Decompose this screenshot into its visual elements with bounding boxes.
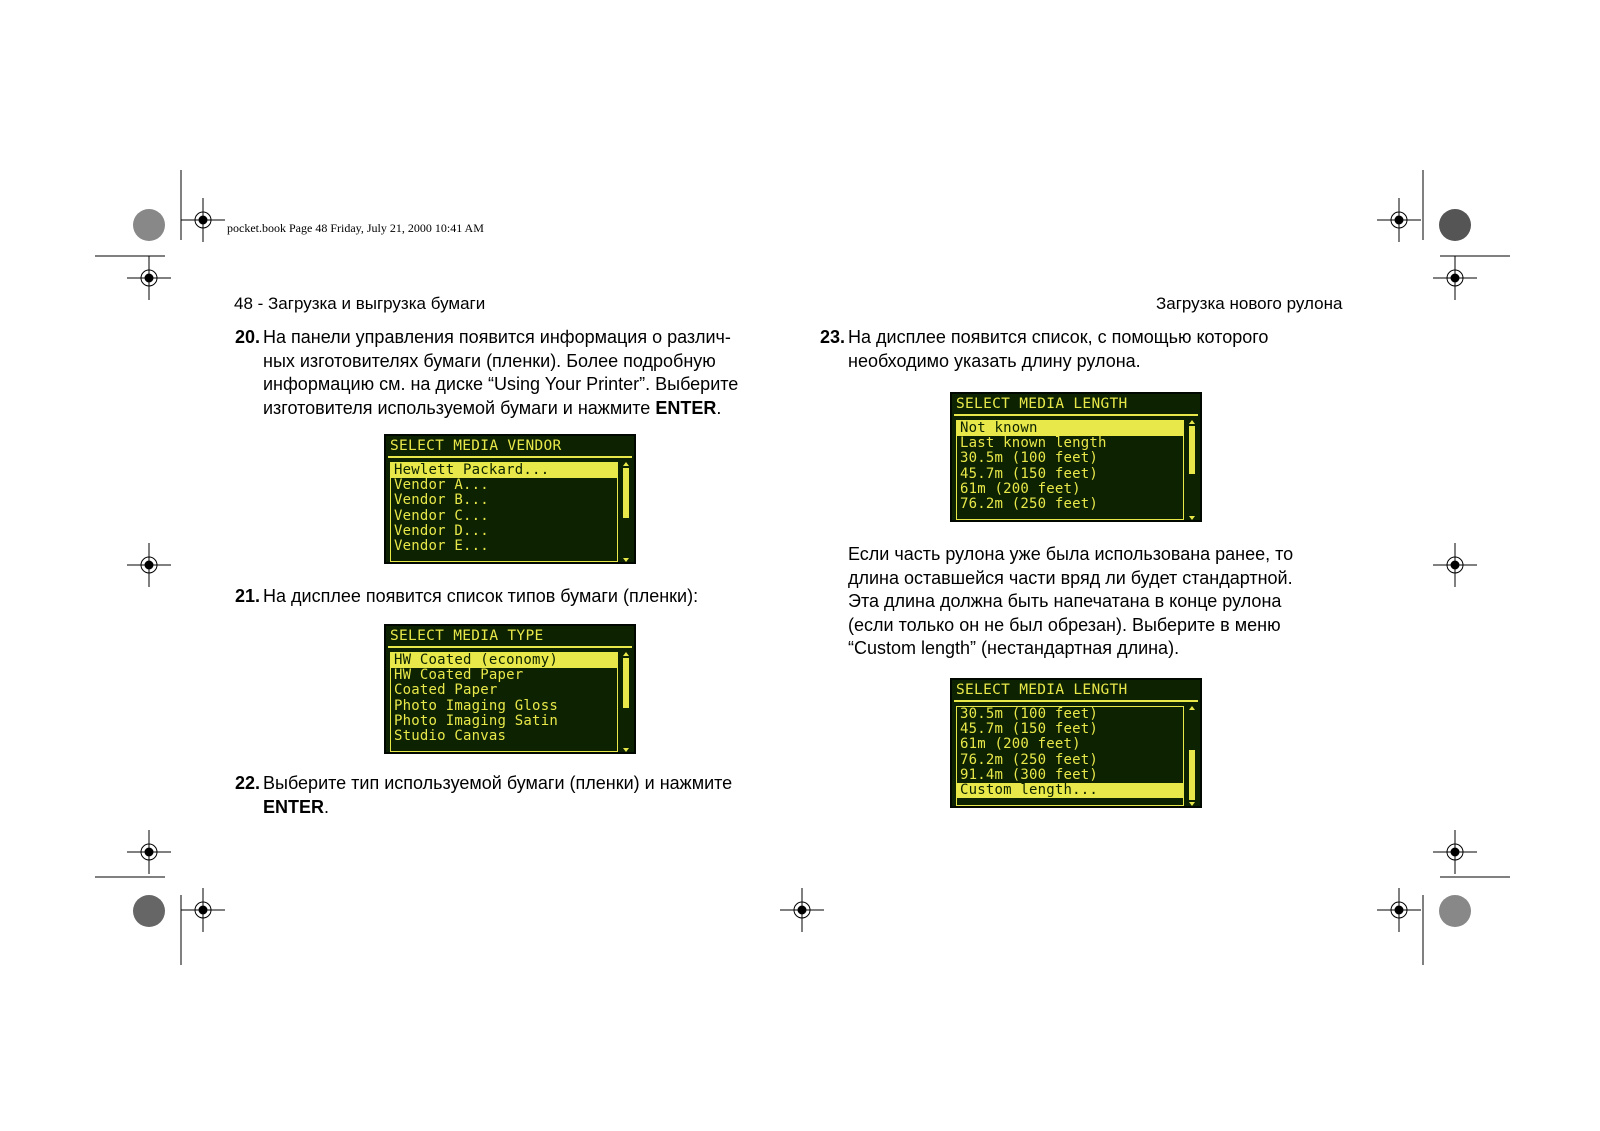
note-line: (если только он не был обрезан). Выберите в меню [848, 614, 1281, 635]
lcd-title: SELECT MEDIA VENDOR [390, 438, 562, 454]
enter-key-label: ENTER [655, 397, 717, 418]
lcd-menu-item-selected[interactable]: Custom length... [957, 783, 1183, 798]
scroll-thumb[interactable] [1189, 750, 1195, 800]
lcd-menu-item[interactable]: 76.2m (250 feet) [960, 496, 1099, 512]
step-line: ных изготовителях бумаги (пленки). Более подробную [263, 350, 716, 371]
lcd-menu-item[interactable]: 30.5m (100 feet) [960, 451, 1099, 467]
lcd-select-media-type [384, 624, 636, 754]
lcd-menu-item-selected[interactable]: Hewlett Packard... [391, 463, 617, 478]
lcd-title: SELECT MEDIA LENGTH [956, 682, 1128, 698]
scroll-down-icon [1189, 516, 1195, 520]
note-paragraph [848, 543, 1368, 661]
lcd-menu-item[interactable]: 61m (200 feet) [960, 481, 1081, 497]
note-line: “Custom length” (нестандартная длина). [848, 638, 1180, 658]
lcd-scrollbar[interactable] [1188, 420, 1196, 520]
scroll-down-icon [623, 748, 629, 752]
running-header-right: Загрузка нового рулона [1156, 294, 1343, 313]
lcd-title: SELECT MEDIA LENGTH [956, 396, 1128, 412]
step-number: 22. [235, 773, 261, 793]
scroll-up-icon [623, 652, 629, 656]
step-20 [235, 326, 795, 420]
lcd-title: SELECT MEDIA TYPE [390, 628, 544, 644]
step-line: необходимо указать длину рулона. [848, 350, 1141, 371]
lcd-scrollbar[interactable] [622, 462, 630, 562]
note-line: Если часть рулона уже была использована ранее, то [848, 544, 1294, 564]
step-22 [235, 772, 795, 819]
step-line: На панели управления появится информация о различ- [263, 327, 731, 347]
punctuation: . [716, 397, 722, 418]
lcd-divider [954, 414, 1198, 416]
lcd-menu-list [956, 420, 1184, 520]
lcd-menu-item[interactable]: 30.5m (100 feet) [960, 707, 1099, 722]
lcd-menu-item-selected[interactable]: HW Coated (economy) [391, 653, 617, 668]
lcd-scrollbar[interactable] [1188, 706, 1196, 806]
lcd-menu-item[interactable]: 45.7m (150 feet) [960, 722, 1099, 738]
lcd-divider [388, 646, 632, 648]
step-number: 23. [820, 327, 846, 347]
lcd-divider [388, 456, 632, 458]
lcd-menu-item[interactable]: Vendor E... [394, 538, 489, 554]
lcd-select-media-length [950, 392, 1202, 522]
lcd-select-media-vendor [384, 434, 636, 564]
step-number: 21. [235, 586, 261, 606]
lcd-menu-item[interactable]: 45.7m (150 feet) [960, 466, 1099, 482]
lcd-menu-item[interactable]: Coated Paper [394, 683, 498, 699]
scroll-thumb[interactable] [623, 658, 629, 708]
lcd-menu-item[interactable]: Studio Canvas [394, 728, 507, 744]
lcd-menu-item[interactable]: Vendor D... [394, 523, 489, 539]
scroll-thumb[interactable] [1189, 426, 1195, 474]
slug-line: pocket.book Page 48 Friday, July 21, 2000 10:41 AM [227, 221, 484, 235]
lcd-divider [954, 700, 1198, 702]
lcd-menu-item[interactable]: Vendor A... [394, 478, 489, 494]
lcd-menu-item[interactable]: 61m (200 feet) [960, 737, 1081, 753]
scroll-thumb[interactable] [623, 468, 629, 518]
lcd-menu-item[interactable]: 76.2m (250 feet) [960, 752, 1099, 768]
enter-key-label: ENTER [263, 796, 325, 817]
scroll-down-icon [623, 558, 629, 562]
note-line: Эта длина должна быть напечатана в конце рулона [848, 591, 1282, 611]
step-21 [235, 585, 795, 609]
running-header-left: 48 - Загрузка и выгрузка бумаги [234, 294, 486, 313]
scroll-up-icon [1189, 706, 1195, 710]
lcd-menu-list [390, 652, 618, 752]
lcd-menu-item-selected[interactable]: Not known [957, 421, 1183, 436]
lcd-menu-item[interactable]: HW Coated Paper [394, 668, 524, 684]
scroll-up-icon [623, 462, 629, 466]
lcd-select-media-length-custom [950, 678, 1202, 808]
punctuation: . [324, 796, 330, 817]
lcd-menu-list [390, 462, 618, 562]
lcd-menu-item[interactable]: Photo Imaging Satin [394, 713, 558, 729]
step-number: 20. [235, 327, 261, 347]
step-23 [820, 326, 1360, 373]
lcd-menu-item[interactable]: Vendor C... [394, 508, 489, 524]
step-line: Выберите тип используемой бумаги (пленки) и нажмите [263, 773, 733, 793]
lcd-menu-item[interactable]: Vendor B... [394, 493, 489, 509]
scroll-down-icon [1189, 802, 1195, 806]
step-line: информацию см. на диске “Using Your Printer”. Выберите [263, 374, 739, 394]
step-text: На дисплее появится список типов бумаги (пленки): [263, 586, 699, 606]
note-line: длина оставшейся части вряд ли будет стандартной. [848, 567, 1293, 588]
lcd-menu-item[interactable]: Photo Imaging Gloss [394, 698, 558, 714]
step-line: изготовителя используемой бумаги и нажмите [263, 397, 656, 418]
lcd-menu-list [956, 706, 1184, 806]
lcd-scrollbar[interactable] [622, 652, 630, 752]
scroll-up-icon [1189, 420, 1195, 424]
lcd-menu-item[interactable]: 91.4m (300 feet) [960, 767, 1099, 783]
step-line: На дисплее появится список, с помощью которого [848, 327, 1269, 347]
lcd-menu-item[interactable]: Last known length [960, 436, 1107, 452]
